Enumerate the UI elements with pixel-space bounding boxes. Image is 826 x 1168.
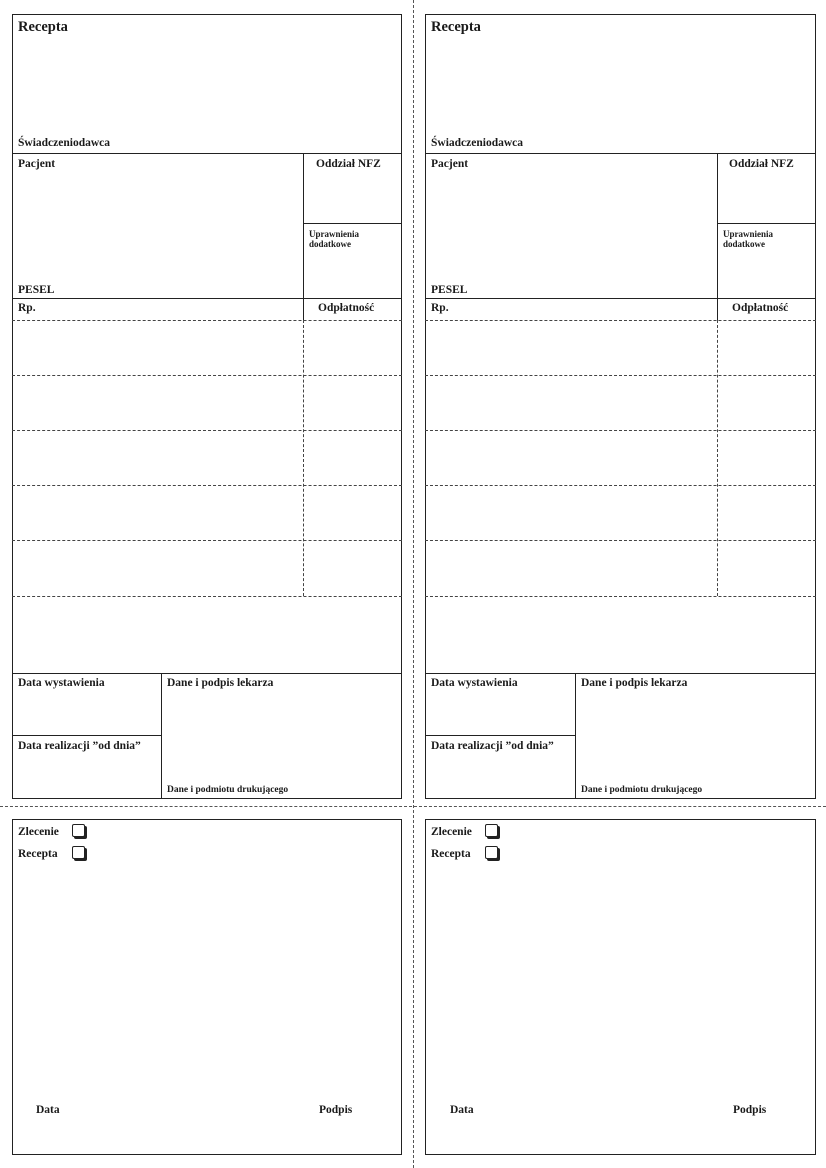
- pesel-label: PESEL: [431, 284, 468, 296]
- printer-label: Dane i podmiotu drukującego: [581, 785, 703, 795]
- divider: [303, 298, 304, 320]
- issue-date-label: Data wystawienia: [18, 677, 105, 689]
- drug-line-1: [12, 320, 402, 321]
- rp-label: Rp.: [18, 302, 36, 314]
- divider: [717, 223, 816, 224]
- nfz-label: Oddział NFZ: [729, 158, 794, 170]
- dashed-divider: [717, 320, 718, 596]
- drug-line-4: [12, 485, 402, 486]
- pesel-label: PESEL: [18, 284, 55, 296]
- divider: [425, 673, 816, 674]
- printer-label: Dane i podmiotu drukującego: [167, 785, 289, 795]
- rp-label: Rp.: [431, 302, 449, 314]
- divider: [425, 153, 816, 154]
- date-label: Data: [36, 1104, 60, 1116]
- drug-line-1: [425, 320, 816, 321]
- signature-label: Podpis: [319, 1104, 353, 1116]
- patient-label: Pacjent: [18, 158, 56, 170]
- recipe-checkbox[interactable]: [485, 846, 498, 859]
- drug-line-6: [12, 596, 402, 597]
- payment-label: Odpłatność: [318, 302, 375, 314]
- divider: [12, 673, 402, 674]
- divider: [717, 153, 718, 298]
- provider-label: Świadczeniodawca: [431, 137, 523, 149]
- divider: [12, 735, 161, 736]
- doctor-label: Dane i podpis lekarza: [167, 677, 274, 689]
- signature-label: Podpis: [733, 1104, 767, 1116]
- payment-label: Odpłatność: [732, 302, 789, 314]
- divider: [717, 298, 718, 320]
- divider: [303, 153, 304, 298]
- vertical-cut-line: [413, 0, 414, 1168]
- divider: [425, 298, 816, 299]
- drug-line-2: [12, 375, 402, 376]
- order-checkbox[interactable]: [72, 824, 85, 837]
- realization-date-label: Data realizacji ”od dnia”: [18, 740, 141, 752]
- date-label: Data: [450, 1104, 474, 1116]
- order-label: Zlecenie: [18, 826, 59, 838]
- realization-date-label: Data realizacji ”od dnia”: [431, 740, 554, 752]
- prescription-title: Recepta: [18, 19, 68, 35]
- horizontal-cut-line: [0, 806, 826, 807]
- extra-rights-label: Uprawnienia dodatkowe: [309, 229, 360, 250]
- extra-rights-label: Uprawnienia dodatkowe: [723, 229, 774, 250]
- recipe-label: Recepta: [18, 848, 58, 860]
- divider: [161, 673, 162, 799]
- divider: [12, 298, 402, 299]
- dashed-divider: [303, 320, 304, 596]
- drug-line-3: [425, 430, 816, 431]
- order-label: Zlecenie: [431, 826, 472, 838]
- drug-line-4: [425, 485, 816, 486]
- drug-line-6: [425, 596, 816, 597]
- divider: [303, 223, 402, 224]
- issue-date-label: Data wystawienia: [431, 677, 518, 689]
- recipe-checkbox[interactable]: [72, 846, 85, 859]
- nfz-label: Oddział NFZ: [316, 158, 381, 170]
- drug-line-5: [425, 540, 816, 541]
- doctor-label: Dane i podpis lekarza: [581, 677, 688, 689]
- order-checkbox[interactable]: [485, 824, 498, 837]
- recipe-label: Recepta: [431, 848, 471, 860]
- provider-label: Świadczeniodawca: [18, 137, 110, 149]
- prescription-title: Recepta: [431, 19, 481, 35]
- divider: [425, 735, 575, 736]
- patient-label: Pacjent: [431, 158, 469, 170]
- divider: [12, 153, 402, 154]
- divider: [575, 673, 576, 799]
- drug-line-3: [12, 430, 402, 431]
- drug-line-5: [12, 540, 402, 541]
- drug-line-2: [425, 375, 816, 376]
